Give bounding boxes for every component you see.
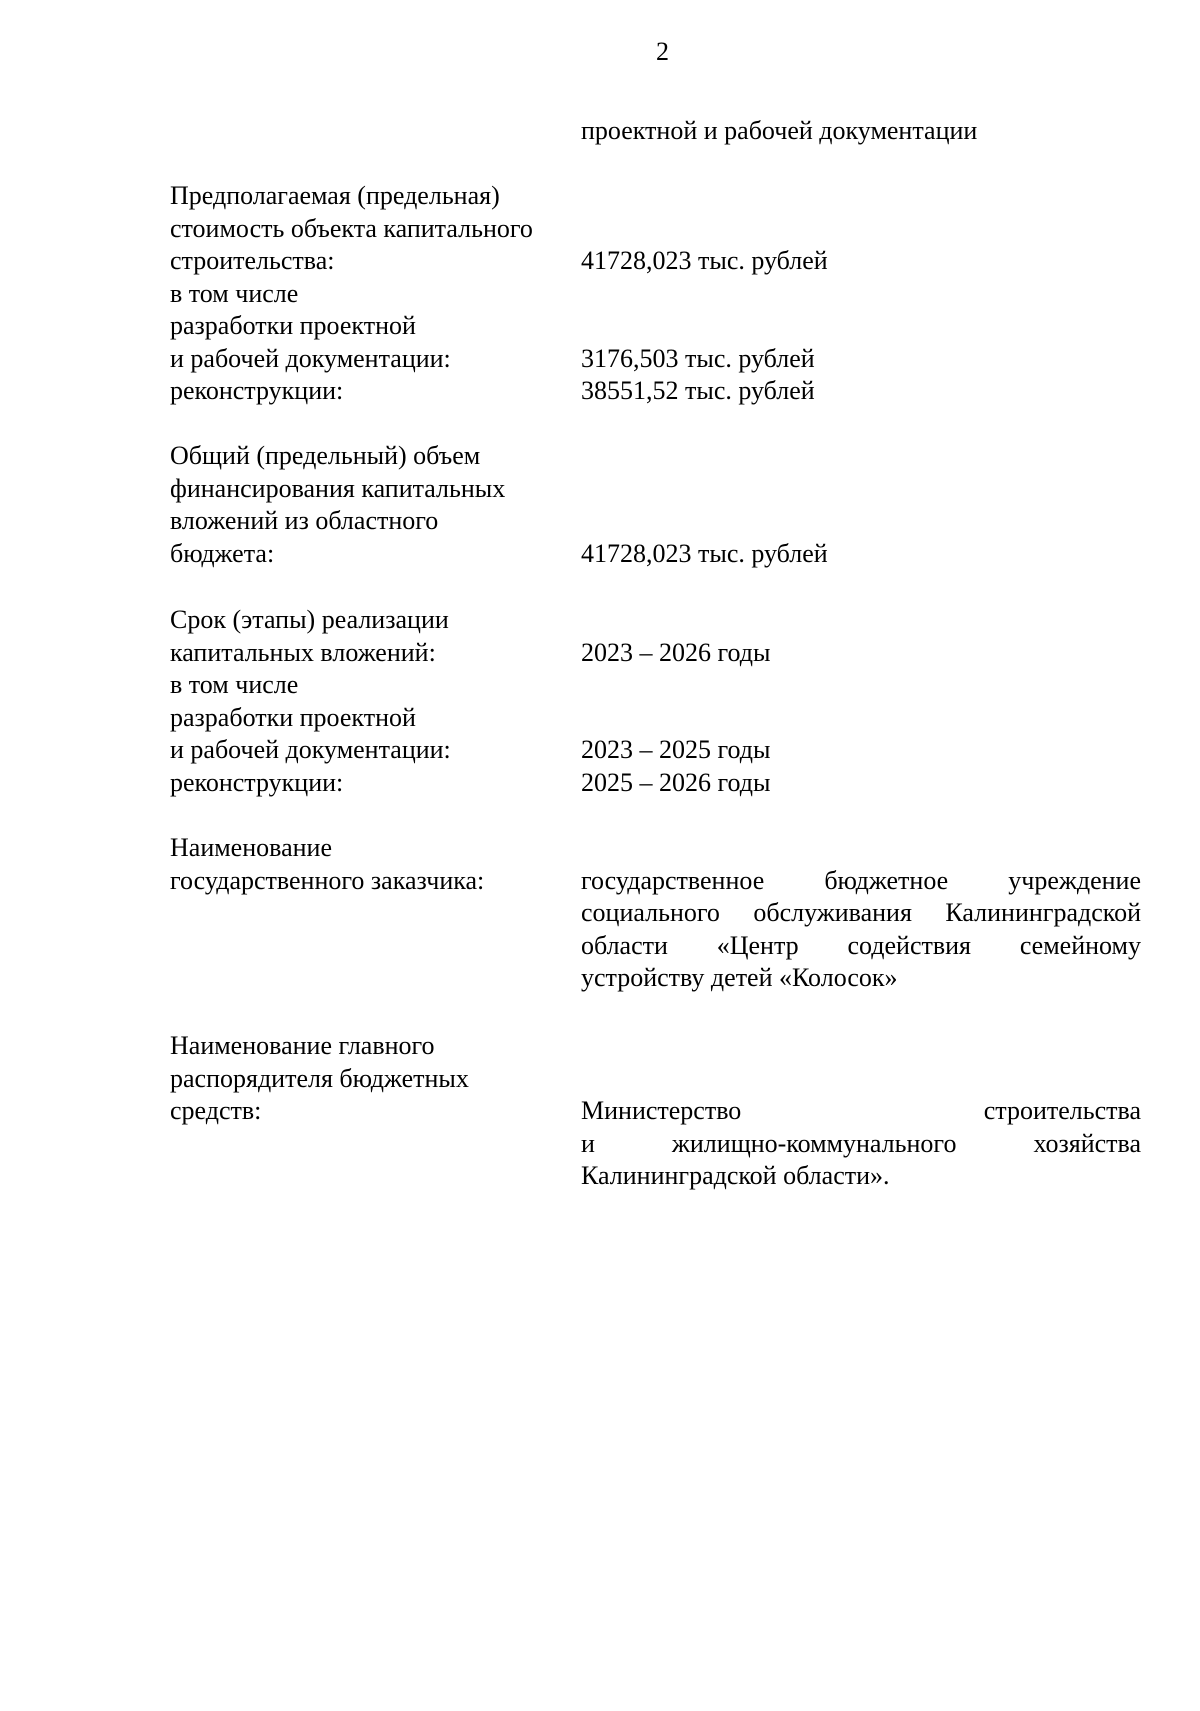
customer-value (581, 865, 1141, 995)
cost-label-line: строительства: (170, 246, 335, 275)
term-label-line: капитальных вложений: (170, 637, 436, 667)
customer-label-line: государственного заказчика: (170, 865, 485, 895)
financing-label-line: финансирования капитальных (170, 473, 506, 503)
cost-label-line: Предполагаемая (предельная) (170, 181, 500, 210)
financing-label-line: бюджета: (170, 538, 275, 568)
term-label-line: реконструкции: (170, 767, 344, 797)
manager-value (581, 1095, 1141, 1193)
financing-value: 41728,023 тыс. рублей (581, 538, 828, 568)
term-total-value: 2023 – 2026 годы (581, 637, 771, 667)
manager-label-line: Наименование главного (170, 1031, 435, 1060)
cost-reconstruction-value: 38551,52 тыс. рублей (581, 376, 815, 405)
manager-label-line: распорядителя бюджетных (170, 1063, 469, 1093)
cost-label-line: в том числе (170, 278, 299, 308)
cost-label-line: стоимость объекта капитального (170, 213, 533, 243)
manager-label-line: средств: (170, 1096, 262, 1125)
financing-label-line: Общий (предельный) объем (170, 441, 481, 470)
continuation-text: проектной и рабочей документации (581, 116, 978, 145)
term-reconstruction-value: 2025 – 2026 годы (581, 767, 771, 797)
cost-label-line: разработки проектной (170, 311, 416, 340)
term-label-line: разработки проектной (170, 702, 416, 732)
term-label-line: и рабочей документации: (170, 735, 451, 764)
term-label-line: Срок (этапы) реализации (170, 605, 449, 634)
page-number: 2 (656, 37, 669, 66)
cost-design-value: 3176,503 тыс. рублей (581, 343, 815, 373)
manager-value-line: Министерство строительства (581, 1096, 1141, 1125)
financing-label-line: вложений из областного (170, 506, 439, 535)
cost-label-line: реконструкции: (170, 376, 344, 405)
customer-label-line: Наименование (170, 833, 332, 862)
customer-value-line: области «Центр содействия семейному (581, 930, 1141, 960)
term-label-line: в том числе (170, 670, 299, 699)
cost-total-value: 41728,023 тыс. рублей (581, 246, 828, 275)
customer-value-line: устройству детей «Колосок» (581, 963, 898, 992)
manager-value-line: Калининградской области». (581, 1161, 890, 1190)
manager-value-line: и жилищно-коммунального хозяйства (581, 1128, 1141, 1158)
cost-label-line: и рабочей документации: (170, 343, 451, 373)
customer-value-line: государственное бюджетное учреждение (581, 865, 1141, 895)
term-design-value: 2023 – 2025 годы (581, 735, 771, 764)
customer-value-line: социального обслуживания Калининградской (581, 898, 1141, 927)
